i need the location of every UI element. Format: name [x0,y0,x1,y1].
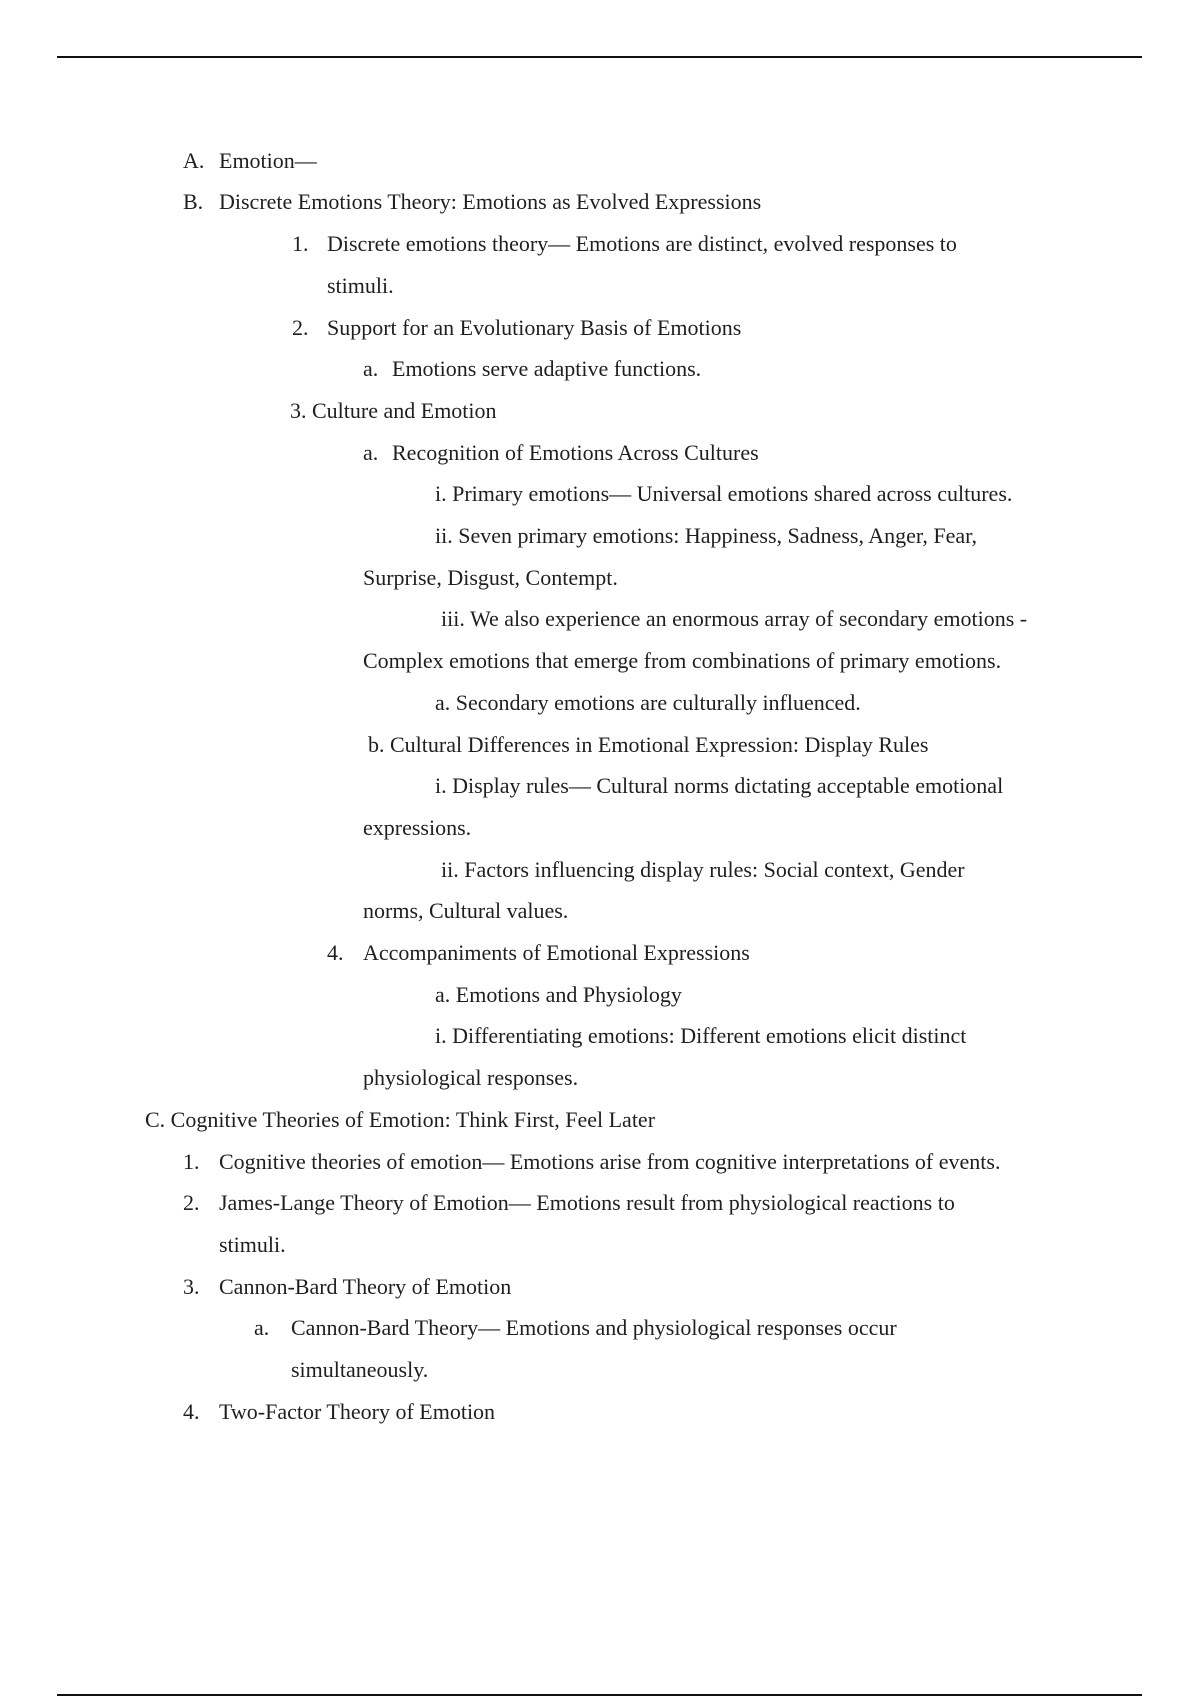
outline-marker: 2. [183,1190,200,1215]
outline-item-b4 [327,940,750,966]
outline-text: Accompaniments of Emotional Expressions [363,940,750,965]
outline-item-b3b: b. Cultural Differences in Emotional Expression: Display Rules [368,732,929,757]
outline-text: Discrete Emotions Theory: Emotions as Evolved Expressions [219,189,762,214]
outline-item-c: C. Cognitive Theories of Emotion: Think First, Feel Later [145,1107,656,1132]
outline-text: Cannon-Bard Theory of Emotion [219,1274,512,1299]
outline-item-b4a-i-continuation: physiological responses. [363,1065,579,1090]
outline-item-c3a-continuation: simultaneously. [291,1357,429,1382]
outline-item-b3b-i: i. Display rules— Cultural norms dictating acceptable emotional [435,773,1004,798]
outline-item-b2a [363,356,701,382]
outline-marker: a. [363,440,379,465]
outline-marker: 3. [183,1274,200,1299]
outline-marker: a. [254,1315,270,1340]
outline-item-b3a-ii: ii. Seven primary emotions: Happiness, Sadness, Anger, Fear, [435,523,978,548]
outline-item-b3a-iii: iii. We also experience an enormous array of secondary emotions - [441,606,1028,631]
outline-item-b [183,189,761,215]
outline-marker: a. [363,356,379,381]
outline-item-c3a [254,1315,897,1341]
outline-item-b3a-iii-a: a. Secondary emotions are culturally influenced. [435,690,861,715]
outline-item-a [183,148,317,174]
outline-text: Recognition of Emotions Across Cultures [392,440,759,465]
outline-item-b4a-i: i. Differentiating emotions: Different emotions elicit distinct [435,1023,967,1048]
outline-item-b2 [292,315,741,341]
outline-item-b3b-ii-continuation: norms, Cultural values. [363,898,569,923]
outline-item-b3a-iii-continuation: Complex emotions that emerge from combinations of primary emotions. [363,648,1002,673]
outline-item-c3 [183,1274,511,1300]
outline-text: Support for an Evolutionary Basis of Emotions [327,315,742,340]
outline-item-c1 [183,1149,1000,1175]
outline-marker: 1. [292,231,309,256]
outline-item-b3b-ii: ii. Factors influencing display rules: Social context, Gender [441,857,965,882]
outline-item-b3a-i: i. Primary emotions— Universal emotions shared across cultures. [435,481,1013,506]
outline-marker: 2. [292,315,309,340]
outline-item-c4 [183,1399,495,1425]
outline-marker: B. [183,189,204,214]
outline-item-b3a [363,440,759,466]
bottom-rule [57,1694,1142,1696]
outline-text: James-Lange Theory of Emotion— Emotions result from physiological reactions to [219,1190,955,1215]
outline-item-b3b-i-continuation: expressions. [363,815,472,840]
outline-text: Emotions serve adaptive functions. [392,356,702,381]
outline-marker: 4. [183,1399,200,1424]
outline-marker: A. [183,148,205,173]
outline-item-b1 [292,231,957,257]
outline-text: Emotion— [219,148,317,173]
outline-text: Cognitive theories of emotion— Emotions arise from cognitive interpretations of events. [219,1149,1001,1174]
outline-item-b1-continuation: stimuli. [327,273,394,298]
outline-item-b3a-ii-continuation: Surprise, Disgust, Contempt. [363,565,618,590]
outline-item-c2 [183,1190,955,1216]
outline-item-c2-continuation: stimuli. [219,1232,286,1257]
outline-marker: 1. [183,1149,200,1174]
outline-text: Two-Factor Theory of Emotion [219,1399,496,1424]
outline-item-b4a: a. Emotions and Physiology [435,982,682,1007]
outline-text: Cannon-Bard Theory— Emotions and physiological responses occur [291,1315,897,1340]
outline-item-b3: 3. Culture and Emotion [290,398,497,423]
outline-text: Discrete emotions theory— Emotions are distinct, evolved responses to [327,231,957,256]
outline-marker: 4. [327,940,344,965]
